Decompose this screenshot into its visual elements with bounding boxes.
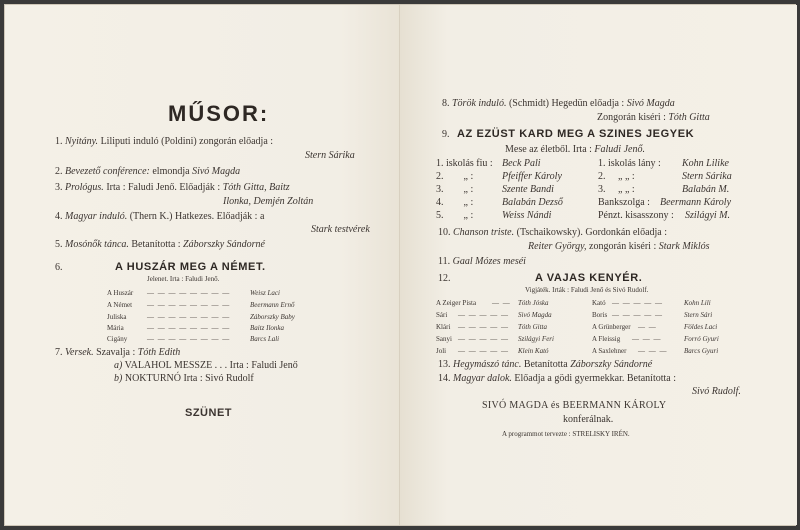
item-14: [438, 373, 676, 384]
item-name: Török induló.: [452, 98, 507, 109]
cast-row: 4. „ :: [436, 197, 474, 208]
item-performer: Tóth Gitta, Baitz: [222, 182, 290, 193]
cast-dash: — — — — —: [458, 323, 509, 331]
item-name: Bevezető conférence:: [65, 166, 150, 177]
cast-dash: — — —: [632, 335, 662, 343]
item-number: 10.: [438, 227, 451, 238]
cast-role: Boris: [592, 311, 608, 319]
cast-row: 1. iskolás fiu :: [436, 158, 493, 169]
item-name: Prológus.: [65, 182, 104, 193]
program-title: MŰSOR:: [168, 101, 270, 126]
cast-role: Cigány: [107, 335, 128, 343]
item-number: 3.: [55, 182, 63, 193]
cast-row-b: 3. „ „ :: [598, 184, 635, 195]
cast-actor: Stern Sárika: [682, 171, 732, 182]
cast-actor: Kohn Lilike: [682, 158, 729, 169]
item-9-number: 9.: [442, 129, 450, 140]
item-number: 5.: [55, 239, 63, 250]
item-6-number: 6.: [55, 262, 63, 273]
cast-actor: Pfeiffer Károly: [502, 171, 562, 182]
cast-actor: Tóth Jóska: [518, 299, 549, 307]
item-name: Gaal Mózes meséi: [452, 256, 526, 267]
item-text: (Thern K.) Hatkezes. Előadják : a: [129, 211, 265, 222]
cast-actor: Tóth Gitta: [518, 323, 547, 331]
item-12-number: 12.: [438, 273, 451, 284]
item-text: Betanította: [523, 359, 568, 370]
cast-actor: Weisz Laci: [250, 289, 280, 297]
cast-row-b: 1. iskolás lány :: [598, 158, 661, 169]
cast-dash: — —: [492, 299, 511, 307]
cast-actor: Balabán M.: [682, 184, 730, 195]
item-performer: Tóth Edith: [137, 347, 181, 358]
item-10-line2: [528, 241, 710, 252]
item-13: [438, 359, 652, 370]
cast-dash: — — — — — — — —: [147, 335, 231, 343]
cast-actor: Klein Kató: [518, 347, 549, 355]
cast-actor: Szilágyi Feri: [518, 335, 554, 343]
item-7a: [114, 360, 298, 371]
item-name: Magyar dalok.: [453, 373, 512, 384]
item-5: [55, 239, 265, 250]
cast-role: A Huszár: [107, 289, 134, 297]
item-12-title: A VAJAS KENYÉR.: [535, 272, 643, 284]
item-11: [438, 256, 526, 267]
item-text: (Tschaikowsky). Gordonkán előadja :: [516, 227, 667, 238]
cast-role: A Zeiger Pista: [436, 299, 477, 307]
cast-actor: Záborszky Baby: [250, 313, 295, 321]
cast-actor: Beck Pali: [502, 158, 541, 169]
item-performer: Sivó Magda: [626, 98, 675, 109]
cast-dash: — — — — —: [612, 311, 663, 319]
cast-role: Sári: [436, 311, 448, 319]
cast-row: 2. „ :: [436, 171, 474, 182]
cast-actor: Weiss Nándi: [502, 210, 552, 221]
item-name: Hegymászó tánc.: [453, 359, 522, 370]
cast-role: A Grünberger: [592, 323, 631, 331]
cast-actor: Balabán Dezső: [502, 197, 563, 208]
item-3: [55, 182, 290, 193]
item-performer: Záborszky Sándorné: [570, 359, 653, 370]
item-number: 7.: [55, 347, 63, 358]
item-text: Szavalja :: [96, 347, 136, 358]
item-text: Előadja a gödi gyermekkar. Betanította :: [514, 373, 677, 384]
right-page: [400, 5, 797, 525]
cast-actor: Kohn Lili: [684, 299, 711, 307]
item-performer: Tóth Gitta: [668, 112, 710, 123]
item-number: 13.: [438, 359, 451, 370]
item-text: Betanította :: [131, 239, 181, 250]
item-label: a): [114, 360, 123, 371]
intermission: SZÜNET: [185, 407, 232, 419]
cast-role: Joli: [436, 347, 447, 355]
item-1: [55, 136, 273, 147]
item-performer: Reiter György,: [528, 241, 587, 252]
cast-row-b: Bankszolga :: [598, 197, 650, 208]
cast-actor: Barcs Gyuri: [684, 347, 719, 355]
cast-role: Juliska: [107, 313, 127, 321]
cast-actor: Baitz Ilonka: [250, 324, 285, 332]
hosts-line2: konferálnak.: [563, 414, 614, 425]
item-number: 4.: [55, 211, 63, 222]
cast-actor: Forró Gyuri: [684, 335, 719, 343]
item-number: 11.: [438, 256, 451, 267]
item-9-title: AZ EZÜST KARD MEG A SZINES JEGYEK: [457, 128, 695, 140]
cast-dash: — — — — — — — —: [147, 313, 231, 321]
item-4-performer: Stark testvérek: [311, 224, 370, 235]
cast-role: Klári: [436, 323, 451, 331]
item-text: Irta : Faludi Jenő. Előadják :: [106, 182, 221, 193]
item-number: 14.: [438, 373, 451, 384]
cast-dash: — — — — — — — —: [147, 324, 231, 332]
item-text: VALAHOL MESSZE . . . Irta : Faludi Jenő: [124, 360, 298, 371]
item-14-performer: Sivó Rudolf.: [692, 386, 741, 397]
item-number: 1.: [55, 136, 63, 147]
item-text: elmondja: [152, 166, 190, 177]
item-text: NOKTURNÓ Irta : Sivó Rudolf: [124, 373, 254, 384]
hosts: SIVÓ MAGDA és BEERMANN KÁROLY: [482, 400, 667, 411]
cast-role: A Fleissig: [592, 335, 621, 343]
item-2: [55, 166, 240, 177]
item-8-line2: [597, 112, 710, 123]
cast-dash: — — — — —: [458, 335, 509, 343]
item-label: b): [114, 373, 123, 384]
item-name: Chanson triste.: [453, 227, 515, 238]
item-10: [438, 227, 667, 238]
item-6-title: A HUSZÁR MEG A NÉMET.: [115, 261, 266, 273]
cast-actor: Beermann Károly: [660, 197, 732, 208]
item-name: Magyar induló.: [65, 211, 128, 222]
cast-dash: — — — — —: [612, 299, 663, 307]
cast-actor: Beermann Ernő: [250, 301, 295, 309]
left-page: [5, 5, 400, 525]
cast-row-b: Pénzt. kisasszony :: [598, 210, 674, 221]
cast-dash: — — — — —: [458, 311, 509, 319]
item-number: 2.: [55, 166, 63, 177]
program-sheet: [4, 4, 796, 526]
cast-role: Mária: [107, 324, 124, 332]
cast-dash: — — — — — — — —: [147, 289, 231, 297]
item-8: [442, 98, 675, 109]
cast-role: A Német: [107, 301, 133, 309]
program-designer: A programmot tervezte : STRELISKY IRÉN.: [502, 430, 630, 438]
cast-actor: Barcs Lali: [250, 335, 280, 343]
cast-actor: Szilágyi M.: [685, 210, 730, 221]
cast-dash: — — — — —: [458, 347, 509, 355]
item-4: [55, 211, 264, 222]
cast-actor: Stern Sári: [684, 311, 713, 319]
item-performer: Záborszky Sándorné: [183, 239, 265, 250]
item-text: (Schmidt) Hegedün előadja :: [508, 98, 625, 109]
item-number: 8.: [442, 98, 450, 109]
item-7b: [114, 373, 254, 384]
cast-role: A Saxlehner: [592, 347, 627, 355]
item-name: Mosónők tánca.: [65, 239, 129, 250]
cast-row-b: 2. „ „ :: [598, 171, 635, 182]
cast-dash: — — — — — — — —: [147, 301, 231, 309]
cast-dash: — — —: [638, 347, 668, 355]
item-text: Liliputi induló (Poldini) zongorán előadja :: [100, 136, 274, 147]
item-1-performer: Stern Sárika: [305, 150, 355, 161]
item-7: [55, 347, 180, 358]
item-name: Nyitány.: [65, 136, 99, 147]
cast-dash: — —: [638, 323, 657, 331]
item-6-subtitle: Jelenet. Irta : Faludi Jenő.: [147, 275, 220, 283]
cast-role: Sanyi: [436, 335, 452, 343]
item-12-subtitle: Vigjáték. Irták : Faludi Jenő és Sivó Rudolf.: [525, 286, 649, 294]
cast-row: 3. „ :: [436, 184, 474, 195]
item-text: zongorán kiséri :: [589, 241, 657, 252]
item-name: Versek.: [65, 347, 94, 358]
cast-actor: Sivó Magda: [518, 311, 552, 319]
item-performer: Stark Miklós: [658, 241, 710, 252]
cast-row: 5. „ :: [436, 210, 474, 221]
cast-role: Kató: [592, 299, 606, 307]
cast-actor: Földes Laci: [684, 323, 718, 331]
item-9-subtitle: Mese az életből. Irta : Faludi Jenő.: [505, 144, 645, 155]
cast-actor: Szente Bandi: [502, 184, 554, 195]
item-text: Zongorán kiséri :: [597, 112, 666, 123]
item-3-performer-line2: Ilonka, Demjén Zoltán: [223, 196, 314, 207]
item-performer: Sivó Magda: [192, 166, 241, 177]
